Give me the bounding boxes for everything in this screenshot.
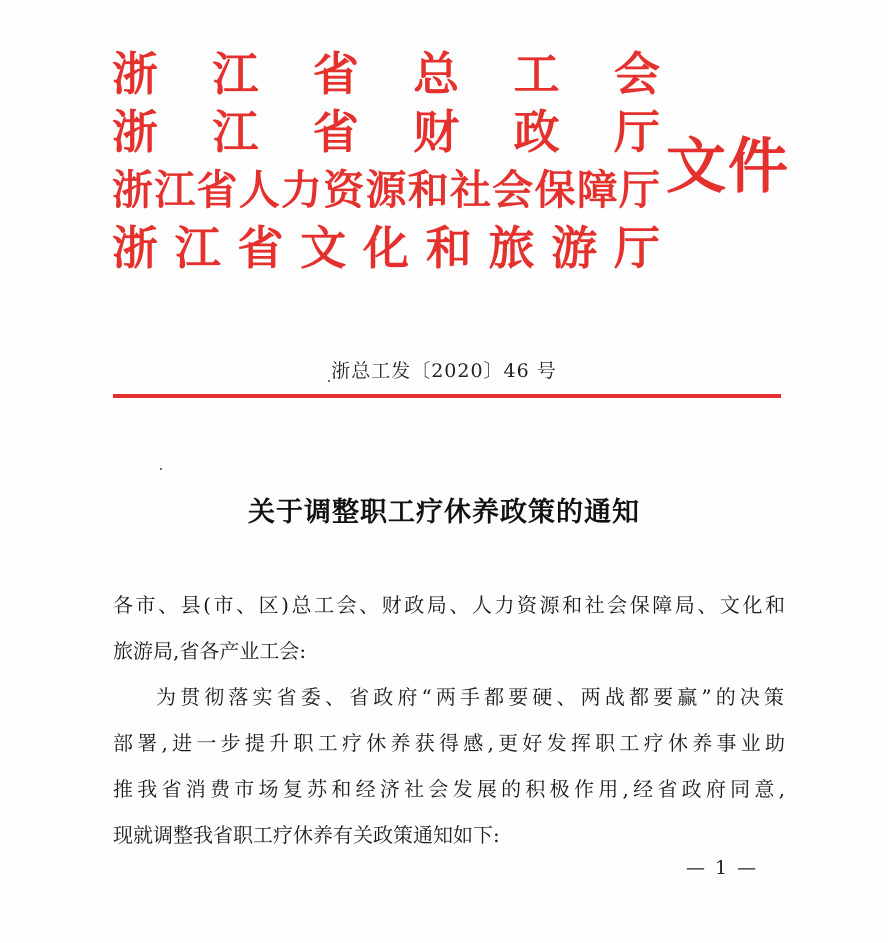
issuer-char: 游 — [551, 221, 598, 275]
issuer-char: 厅 — [614, 221, 660, 275]
issuer-char: 化 — [363, 221, 409, 275]
issuer-char: 江 — [212, 105, 259, 159]
issuer-char: 和 — [407, 166, 449, 214]
issuer-line-4 — [112, 219, 660, 277]
scan-speck — [160, 468, 162, 470]
body-line: 推我省消费市场复苏和经济社会发展的积极作用,经省政府同意, — [113, 777, 785, 801]
issuer-char: 浙 — [112, 221, 158, 275]
issuer-char: 总 — [413, 47, 460, 101]
red-separator-line — [113, 394, 781, 398]
document-type-label: 文件 — [666, 132, 790, 202]
issuer-char: 人 — [238, 166, 280, 214]
issuer-line-1 — [112, 45, 660, 103]
issuer-char: 资 — [323, 166, 365, 214]
issuer-char: 江 — [174, 221, 221, 275]
issuer-char: 政 — [513, 105, 560, 159]
issuer-char: 财 — [413, 105, 460, 159]
issuer-char: 社 — [450, 166, 491, 214]
issuer-char: 省 — [312, 105, 359, 159]
issuer-char: 厅 — [619, 166, 660, 214]
issuer-char: 浙 — [112, 47, 158, 101]
body-line: 为贯彻落实省委、省政府“两手都要硬、两战都要赢”的决策 — [156, 685, 784, 709]
issuer-line-3 — [112, 161, 660, 219]
issuer-char: 厅 — [613, 105, 660, 159]
issuer-char: 源 — [365, 166, 407, 214]
issuer-char: 文 — [300, 221, 347, 275]
body-line: 现就调整我省职工疗休养有关政策通知如下: — [113, 823, 500, 847]
issuer-char: 省 — [312, 47, 359, 101]
issuer-char: 保 — [534, 166, 576, 214]
issuer-char: 旅 — [488, 221, 535, 275]
issuer-char: 障 — [576, 166, 618, 214]
issuer-char: 和 — [425, 221, 472, 275]
issuer-char: 浙 — [112, 166, 153, 214]
issuer-char: 省 — [237, 221, 284, 275]
issuer-char: 浙 — [112, 105, 158, 159]
document-title: 关于调整职工疗休养政策的通知 — [248, 497, 640, 528]
body-line: 部署,进一步提升职工疗休养获得感,更好发挥职工疗休养事业助 — [113, 731, 785, 755]
body-line: 各市、县(市、区)总工会、财政局、人力资源和社会保障局、文化和 — [113, 593, 785, 617]
issuer-char: 江 — [154, 166, 196, 214]
page-number: — 1 — — [686, 857, 759, 879]
body-line: 旅游局,省各产业工会: — [113, 639, 307, 663]
document-number: 浙总工发〔2020〕46 号 — [331, 360, 557, 382]
issuer-char: 力 — [281, 166, 322, 214]
issuer-char: 会 — [492, 166, 534, 214]
issuer-line-2 — [112, 103, 660, 161]
issuer-char: 江 — [212, 47, 259, 101]
issuer-header — [112, 45, 672, 277]
issuer-char: 会 — [613, 47, 660, 101]
issuer-char: 省 — [196, 166, 238, 214]
issuer-char: 工 — [513, 47, 560, 101]
